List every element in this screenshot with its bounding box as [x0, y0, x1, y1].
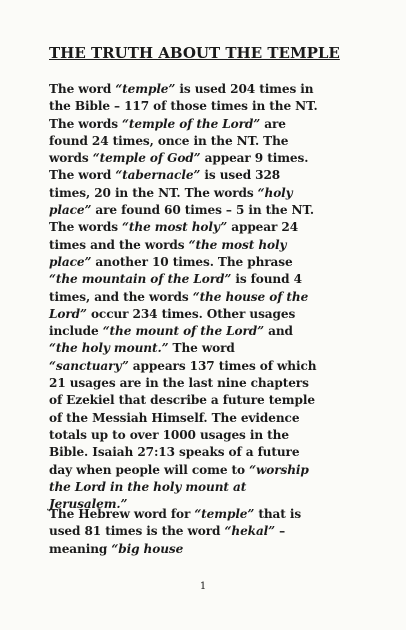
page-number: 1: [199, 581, 207, 592]
italic-phrase: “temple”: [194, 507, 255, 521]
text-run: times, and the words: [49, 289, 193, 304]
text-run: 21 usages are in the last nine chapters: [49, 376, 309, 391]
text-line: [49, 150, 369, 167]
text-run: The word: [49, 168, 116, 183]
text-run: are found 60 times – 5 in the NT.: [91, 203, 314, 218]
italic-phrase: “big house: [111, 541, 184, 556]
italic-phrase: Jerusalem.”: [49, 497, 128, 512]
text-line: [49, 462, 369, 479]
italic-phrase: place”: [49, 203, 92, 218]
text-line: [49, 410, 369, 427]
text-line: [49, 444, 369, 461]
text-line: [49, 98, 369, 115]
text-run: is found 4: [231, 272, 302, 287]
text-line: [49, 254, 369, 271]
body-paragraph-2: [49, 506, 369, 558]
text-line: [49, 237, 369, 254]
text-run: that is: [254, 507, 302, 521]
italic-phrase: “the mountain of the Lord”: [49, 272, 232, 287]
text-line: [49, 323, 369, 340]
text-run: another 10 times. The phrase: [91, 254, 293, 269]
text-line: [49, 81, 369, 98]
text-run: day when people will come to: [49, 462, 250, 477]
text-run: appear 24: [227, 220, 299, 235]
text-line: [49, 116, 369, 133]
text-run: and: [264, 324, 293, 339]
text-run: times, 20 in the NT. The words: [49, 185, 258, 200]
text-line: [49, 375, 369, 392]
text-line: [49, 541, 369, 558]
text-run: The word: [49, 82, 116, 96]
text-run: found 24 times, once in the NT. The: [49, 133, 289, 148]
text-line: [49, 271, 369, 288]
italic-phrase: “the holy mount.”: [49, 341, 169, 356]
text-line: [49, 358, 369, 375]
italic-phrase: “sanctuary”: [49, 358, 129, 373]
italic-phrase: “the mount of the Lord”: [102, 324, 265, 339]
text-line: [49, 185, 369, 202]
text-run: –: [275, 524, 286, 539]
text-run: times and the words: [49, 237, 189, 252]
text-run: The words: [49, 116, 123, 131]
text-run: used 81 times is the word: [49, 524, 225, 539]
italic-phrase: Lord”: [49, 306, 87, 321]
text-line: [49, 479, 369, 496]
text-run: include: [49, 324, 103, 339]
text-line: [49, 167, 369, 184]
text-run: of the Messiah Himself. The evidence: [49, 410, 300, 425]
text-run: is used 204 times in: [175, 82, 314, 96]
italic-phrase: the Lord in the holy mount at: [49, 479, 247, 494]
text-line: [49, 306, 369, 323]
text-run: of Ezekiel that describe a future temple: [49, 393, 315, 408]
italic-phrase: “the most holy: [188, 237, 287, 252]
italic-phrase: “hekal”: [224, 524, 276, 539]
page-title: THE TRUTH ABOUT THE TEMPLE: [49, 44, 340, 62]
text-line: [49, 340, 369, 357]
text-run: are: [260, 116, 286, 131]
italic-phrase: “the house of the: [192, 289, 309, 304]
italic-phrase: “holy: [257, 185, 293, 200]
text-run: occur 234 times. Other usages: [86, 306, 296, 321]
text-run: appear 9 times.: [200, 151, 309, 166]
text-line: [49, 289, 369, 306]
text-run: The Hebrew word for: [49, 507, 195, 521]
italic-phrase: “temple of God”: [92, 151, 201, 166]
text-run: totals up to over 1000 usages in the: [49, 427, 289, 442]
text-line: [49, 202, 369, 219]
text-line: [49, 392, 369, 409]
italic-phrase: “temple of the Lord”: [122, 116, 261, 131]
text-run: is used 328: [200, 168, 281, 183]
text-run: words: [49, 151, 93, 166]
text-run: The word: [168, 341, 235, 356]
text-run: Bible. Isaiah 27:13 speaks of a future: [49, 445, 300, 460]
italic-phrase: “the most holy”: [122, 220, 228, 235]
text-line: [49, 506, 369, 523]
text-line: [49, 427, 369, 444]
text-line: [49, 219, 369, 236]
text-line: [49, 133, 369, 150]
text-run: the Bible – 117 of those times in the NT.: [49, 99, 318, 114]
italic-phrase: “tabernacle”: [115, 168, 201, 183]
text-line: [49, 523, 369, 540]
italic-phrase: place”: [49, 254, 92, 269]
text-run: meaning: [49, 541, 112, 556]
text-run: The words: [49, 220, 123, 235]
italic-phrase: “worship: [249, 462, 309, 477]
text-run: appears 137 times of which: [128, 358, 317, 373]
body-paragraph-1: [49, 81, 369, 513]
italic-phrase: “temple”: [115, 82, 176, 96]
